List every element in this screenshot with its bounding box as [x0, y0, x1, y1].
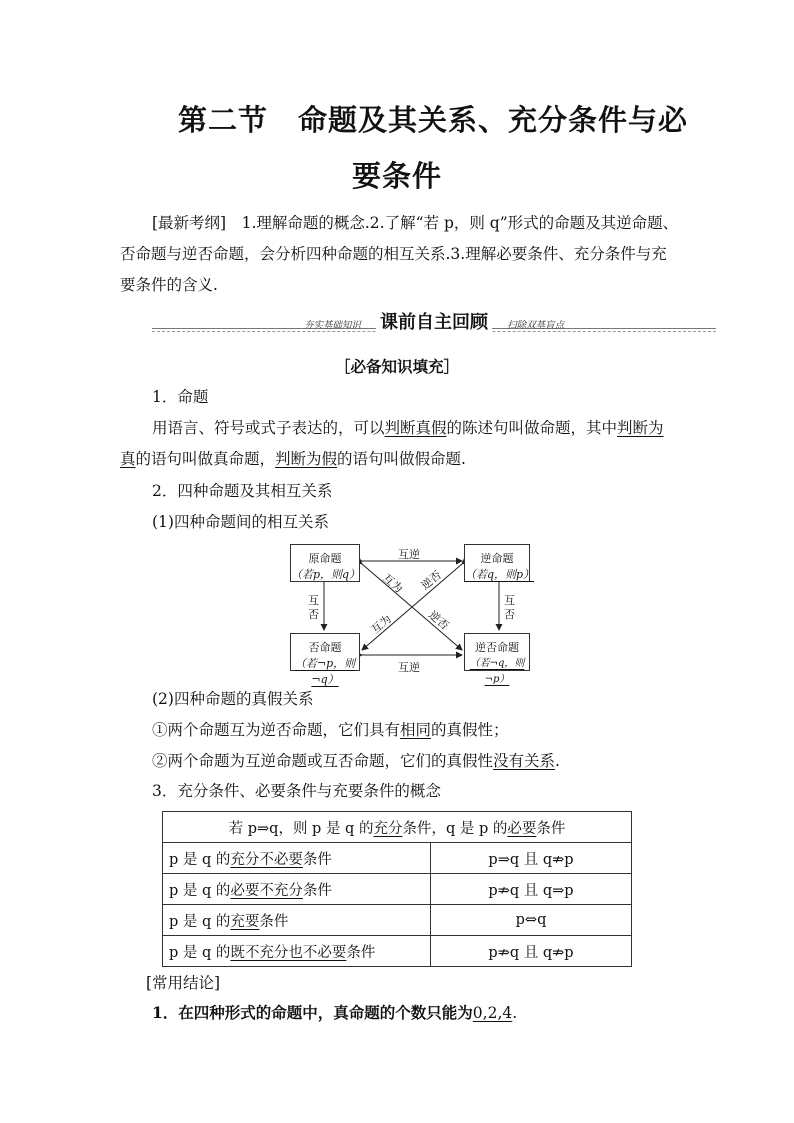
s2-rule2-text: . [555, 752, 560, 770]
cell-blank: 既不充分也不必要 [230, 944, 347, 961]
cell-blank: 充要 [230, 913, 260, 930]
conclusion-text: 1．在四种形式的命题中，真命题的个数只能为 [152, 1003, 473, 1022]
header-text: 条件 [536, 820, 566, 837]
header-blank-2: 必要 [507, 820, 537, 837]
label-diag-b1: 互为 [368, 612, 394, 637]
table-header-cell [163, 812, 632, 843]
table-cell [163, 936, 431, 967]
box-converse-form: （若q，则p） [465, 568, 535, 581]
s3-heading: 3．充分条件、必要条件与充要条件的概念 [152, 782, 441, 800]
section-banner [152, 312, 716, 336]
s1-blank-3: 判断为假 [275, 450, 338, 468]
s1-blank-2a: 判断为 [617, 419, 664, 437]
s2-rule1-text: 的真假性； [431, 721, 509, 739]
table-row [163, 936, 632, 967]
label-left-2: 否 [308, 608, 319, 621]
s2-rule2-text: ②两个命题为互逆命题或互否命题，它们的真假性 [152, 752, 494, 770]
cell-text: 条件 [259, 913, 289, 930]
outline-line1: [最新考纲] 1.理解命题的概念.2.了解“若 p，则 q”形式的命题及其逆命题、 [152, 214, 679, 232]
s1-blank-1: 判断真假 [384, 419, 447, 437]
conclusion-item1 [152, 997, 517, 1029]
s1-text: 的陈述句叫做命题，其中 [446, 419, 618, 437]
label-right [504, 594, 515, 622]
label-left [308, 594, 319, 622]
table-row [163, 905, 632, 936]
section-heading: ［必备知识填充］ [334, 357, 459, 376]
s2-rule1 [152, 715, 509, 746]
header-text: 条件，q 是 p 的 [402, 820, 508, 837]
outline-line3: 要条件的含义. [120, 276, 218, 294]
label-bottom: 互逆 [398, 661, 420, 674]
label-right-2: 否 [504, 608, 515, 621]
s2-rule2 [152, 746, 560, 777]
condition-table [162, 811, 632, 967]
table-cell: p⇒q 且 q⇏p [431, 843, 632, 874]
cell-text: 条件 [346, 944, 376, 961]
banner-left-text: 夯实基础知识 [303, 320, 361, 331]
box-inverse-form: （若¬p，则¬q） [294, 657, 356, 686]
s1-line2 [120, 444, 466, 475]
table-cell [163, 843, 431, 874]
conclusion-heading: [常用结论] [146, 974, 221, 992]
s1-text: 的语句叫做假命题. [337, 450, 466, 468]
box-inverse [290, 633, 360, 686]
cell-text: 条件 [302, 882, 332, 899]
box-original-name: 原命题 [308, 552, 342, 565]
s2-sub1: (1)四种命题间的相互关系 [152, 513, 329, 531]
label-diag-a2: 逆否 [426, 608, 452, 633]
s1-heading: 1．命题 [152, 388, 209, 406]
label-diag-b2: 逆否 [418, 568, 444, 593]
s2-rule1-blank: 相同 [400, 721, 432, 739]
box-original-form: （若p，则q） [291, 568, 361, 581]
cell-blank: 必要不充分 [230, 882, 303, 899]
cell-blank: 充分不必要 [230, 851, 303, 868]
label-top: 互逆 [398, 548, 420, 561]
table-header-row [163, 812, 632, 843]
s2-rule1-text: ①两个命题互为逆否命题，它们具有 [152, 721, 401, 739]
cell-text: p 是 q 的 [169, 851, 231, 868]
box-contrapositive [464, 633, 530, 685]
conclusion-blank: 0,2,4 [472, 1004, 513, 1022]
cell-text: p 是 q 的 [169, 882, 231, 899]
label-left-1: 互 [308, 594, 319, 607]
s2-rule2-blank: 没有关系 [493, 752, 556, 770]
table-cell [163, 874, 431, 905]
box-contrapositive-form: （若¬q，则¬p） [469, 658, 525, 685]
table-row [163, 843, 632, 874]
banner-center-text: 课前自主回顾 [376, 312, 492, 333]
outline-line2: 否命题与逆否命题，会分析四种命题的相互关系.3.理解必要条件、充分条件与充 [120, 245, 667, 263]
s1-text: 用语言、符号或式子表达的，可以 [152, 419, 385, 437]
box-contrapositive-name: 逆否命题 [475, 641, 519, 654]
cell-text: p 是 q 的 [169, 944, 231, 961]
box-converse-name: 逆命题 [480, 552, 514, 565]
box-converse [464, 544, 535, 582]
s1-text: 的语句叫做真命题， [135, 450, 276, 468]
s2-sub2: (2)四种命题的真假关系 [152, 690, 314, 708]
table-cell [163, 905, 431, 936]
cell-text: 条件 [302, 851, 332, 868]
page-title-line2: 要条件 [352, 159, 443, 193]
banner-right-text: 扫除双基盲点 [507, 320, 565, 331]
label-diag-a1: 互为 [380, 571, 406, 596]
box-inverse-name: 否命题 [308, 641, 342, 654]
header-text: 若 p⇒q，则 p 是 q 的 [228, 820, 374, 837]
page-title-line1: 第二节 命题及其关系、充分条件与必 [178, 103, 689, 137]
table-cell: p⇏q 且 q⇏p [431, 936, 632, 967]
s2-heading: 2．四种命题及其相互关系 [152, 482, 333, 500]
table-cell: p⇏q 且 q⇒p [431, 874, 632, 905]
table-cell: p⇔q [431, 905, 632, 936]
s1-line1 [152, 413, 664, 444]
cell-text: p 是 q 的 [169, 913, 231, 930]
label-right-1: 互 [504, 594, 515, 607]
conclusion-text: . [512, 1004, 518, 1022]
table-row [163, 874, 632, 905]
header-blank-1: 充分 [373, 820, 403, 837]
proposition-diagram [290, 540, 535, 686]
s1-blank-2b: 真 [120, 450, 136, 468]
box-original [290, 544, 360, 582]
